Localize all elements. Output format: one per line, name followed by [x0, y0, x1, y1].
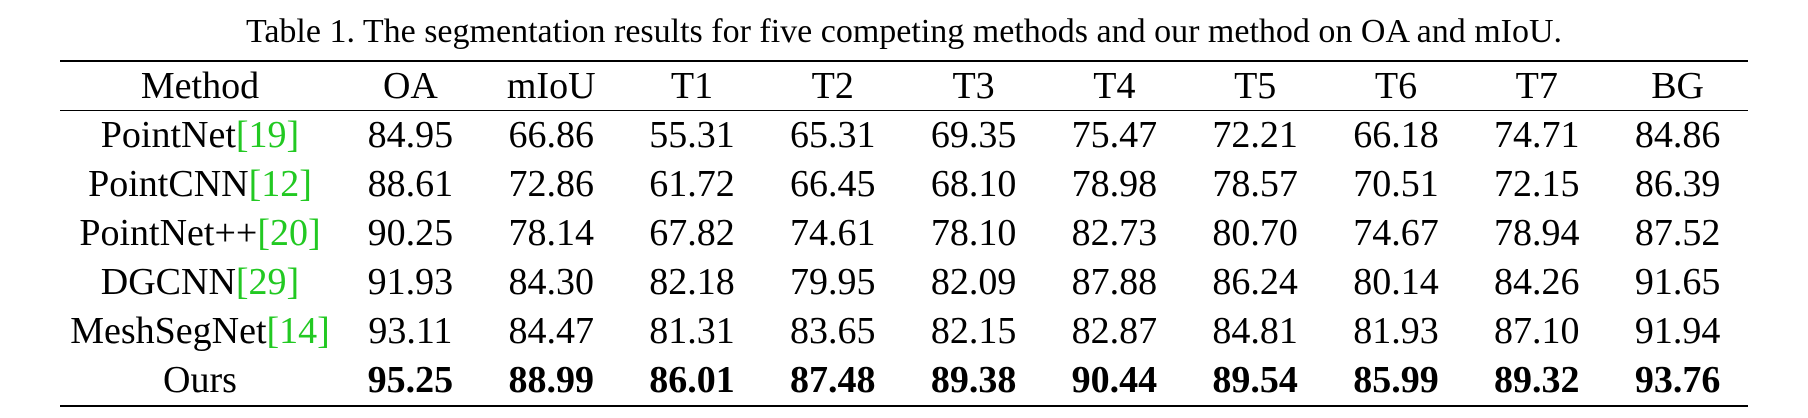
header-t1: T1 [670, 65, 714, 107]
value-cell: 74.61 [790, 212, 876, 254]
table-row-ours [60, 356, 1748, 406]
value-cell: 66.18 [1353, 114, 1439, 156]
value-cell: 70.51 [1353, 163, 1439, 205]
value-cell: 78.98 [1071, 163, 1158, 205]
value-cell: 84.30 [508, 261, 594, 303]
value-cell: 84.26 [1494, 261, 1580, 303]
table-caption: Table 1. The segmentation results for five competing methods and our method on OA and mIoU. [245, 13, 1563, 50]
value-cell: 84.81 [1212, 310, 1298, 352]
value-cell: 86.39 [1634, 163, 1721, 205]
header-t5: T5 [1234, 65, 1277, 107]
table-row [60, 111, 1748, 161]
results-table [60, 60, 1748, 407]
value-cell: 66.86 [508, 114, 594, 156]
table-row [60, 209, 1748, 258]
method-name: Ours [163, 359, 237, 401]
header-oa: OA [382, 65, 438, 107]
method-cell [60, 307, 340, 356]
citation-link[interactable]: [20] [257, 212, 321, 254]
value-cell: 87.52 [1634, 212, 1721, 254]
value-cell: 80.70 [1212, 212, 1298, 254]
value-cell: 84.47 [508, 310, 594, 352]
header-miou: mIoU [506, 65, 596, 107]
value-cell: 87.88 [1071, 261, 1158, 303]
best-value-cell: 88.99 [508, 359, 594, 401]
citation-link[interactable]: [19] [235, 114, 300, 156]
best-value-cell: 89.54 [1212, 359, 1298, 401]
value-cell: 83.65 [790, 310, 876, 352]
citation-link[interactable]: [29] [235, 261, 300, 303]
value-cell: 91.93 [367, 261, 454, 303]
method-cell [60, 111, 340, 161]
value-cell: 81.31 [649, 310, 735, 352]
method-cell [60, 209, 340, 258]
value-cell: 93.11 [368, 310, 453, 352]
header-t4: T4 [1093, 65, 1136, 107]
method-name: DGCNN [100, 261, 236, 303]
best-value-cell: 89.32 [1494, 359, 1580, 401]
method-name: PointNet++ [79, 212, 258, 254]
value-cell: 91.65 [1634, 261, 1721, 303]
table-row [60, 258, 1748, 307]
value-cell: 74.67 [1353, 212, 1439, 254]
header-t2: T2 [811, 65, 854, 107]
value-cell: 82.87 [1071, 310, 1158, 352]
best-value-cell: 95.25 [367, 359, 454, 401]
value-cell: 75.47 [1071, 114, 1158, 156]
table-row [60, 160, 1748, 209]
value-cell: 78.10 [930, 212, 1017, 254]
best-value-cell: 87.48 [790, 359, 876, 401]
value-cell: 78.94 [1494, 212, 1580, 254]
value-cell: 87.10 [1494, 310, 1580, 352]
value-cell: 72.15 [1494, 163, 1580, 205]
value-cell: 84.86 [1634, 114, 1721, 156]
value-cell: 82.09 [930, 261, 1017, 303]
table-row [60, 307, 1748, 356]
value-cell: 69.35 [930, 114, 1017, 156]
header-bg: BG [1651, 65, 1704, 107]
best-value-cell: 86.01 [649, 359, 735, 401]
value-cell: 66.45 [790, 163, 876, 205]
method-cell [60, 160, 340, 209]
best-value-cell: 89.38 [930, 359, 1017, 401]
header-row [60, 61, 1748, 111]
method-name: MeshSegNet [70, 310, 267, 352]
method-cell [60, 356, 340, 406]
value-cell: 65.31 [790, 114, 876, 156]
value-cell: 86.24 [1212, 261, 1298, 303]
method-cell [60, 258, 340, 307]
value-cell: 79.95 [790, 261, 876, 303]
method-name: PointNet [100, 114, 236, 156]
value-cell: 82.73 [1071, 212, 1158, 254]
value-cell: 84.95 [367, 114, 454, 156]
value-cell: 67.82 [649, 212, 735, 254]
value-cell: 88.61 [367, 163, 454, 205]
header-t6: T6 [1374, 65, 1418, 107]
value-cell: 82.15 [930, 310, 1017, 352]
header-t3: T3 [952, 65, 995, 107]
value-cell: 78.14 [508, 212, 594, 254]
value-cell: 61.72 [649, 163, 735, 205]
value-cell: 78.57 [1212, 163, 1298, 205]
header-t7: T7 [1515, 65, 1558, 107]
method-name: PointCNN [88, 163, 249, 205]
value-cell: 90.25 [367, 212, 454, 254]
best-value-cell: 93.76 [1634, 359, 1721, 401]
value-cell: 80.14 [1353, 261, 1439, 303]
value-cell: 82.18 [649, 261, 735, 303]
value-cell: 68.10 [930, 163, 1017, 205]
citation-link[interactable]: [14] [266, 310, 330, 352]
best-value-cell: 90.44 [1071, 359, 1158, 401]
value-cell: 91.94 [1634, 310, 1721, 352]
value-cell: 72.86 [508, 163, 594, 205]
citation-link[interactable]: [12] [248, 163, 312, 205]
best-value-cell: 85.99 [1353, 359, 1439, 401]
value-cell: 55.31 [649, 114, 735, 156]
value-cell: 72.21 [1212, 114, 1298, 156]
header-method: Method [140, 65, 260, 107]
value-cell: 81.93 [1353, 310, 1439, 352]
value-cell: 74.71 [1494, 114, 1580, 156]
